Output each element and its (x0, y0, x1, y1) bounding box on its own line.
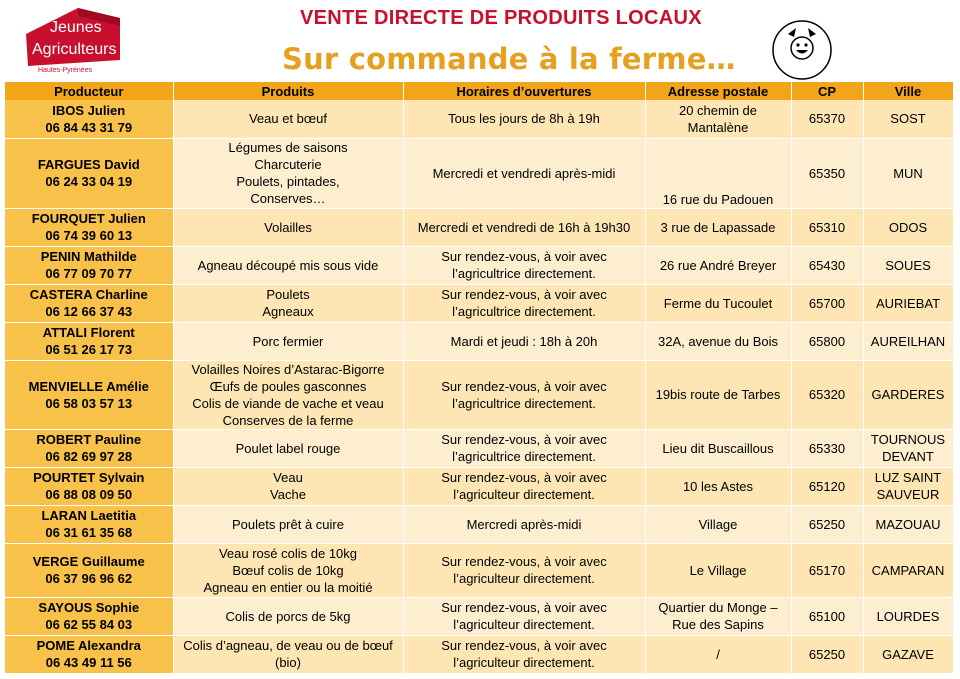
producer-name: LARAN Laetitia (41, 508, 137, 523)
producer-phone: 06 31 61 35 68 (45, 525, 133, 540)
hours-line: l’agriculteur directement. (453, 571, 595, 586)
producer-name: POME Alexandra (36, 638, 141, 653)
producer-name: VERGE Guillaume (32, 554, 145, 569)
cell-producteur (5, 322, 173, 360)
cell-cp: 65700 (791, 284, 863, 322)
header-produits: Produits (173, 82, 403, 100)
products-line: Volailles (264, 219, 312, 235)
products-line: Poulets (266, 287, 310, 302)
page-title: VENTE DIRECTE DE PRODUITS LOCAUX (300, 7, 702, 29)
city-line: LUZ SAINT (874, 470, 942, 485)
cell-address (645, 100, 791, 138)
consommez-local-logo (770, 18, 834, 82)
cell-producteur (5, 505, 173, 543)
products-line: Œufs de poules gasconnes (209, 378, 367, 394)
cell-producteur (5, 100, 173, 138)
cell-city (863, 246, 953, 284)
products-line: Porc fermier (252, 333, 324, 349)
address-line: Le Village (689, 562, 747, 578)
cell-address (645, 467, 791, 505)
city-line: MUN (893, 165, 923, 181)
cell-cp: 65350 (791, 138, 863, 208)
table-row (5, 635, 953, 673)
ja-logo-line2: Agriculteurs (32, 41, 117, 58)
city-line: MAZOUAU (875, 516, 941, 532)
cell-products (173, 543, 403, 597)
products-line: (bio) (274, 655, 301, 670)
cell-cp: 65800 (791, 322, 863, 360)
producer-name: SAYOUS Sophie (38, 600, 140, 615)
hours-line: Sur rendez-vous, à voir avec (441, 432, 607, 447)
cell-products (173, 138, 403, 208)
cell-city (863, 284, 953, 322)
products-line: Bœuf colis de 10kg (232, 562, 344, 578)
products-line: Colis de porcs de 5kg (225, 608, 351, 624)
hours-line: Sur rendez-vous, à voir avec (441, 378, 607, 394)
hours-line: Mercredi après-midi (466, 516, 582, 532)
producer-name: MENVIELLE Amélie (28, 378, 149, 394)
hours-line: l’agriculteur directement. (453, 487, 595, 502)
producers-table (5, 82, 954, 674)
hours-line: l’agriculteur directement. (453, 617, 595, 632)
table-header-row (5, 82, 953, 100)
cell-producteur (5, 360, 173, 429)
cell-cp: 65310 (791, 208, 863, 246)
products-line: Veau rosé colis de 10kg (218, 545, 358, 561)
producer-phone: 06 24 33 04 19 (45, 174, 133, 189)
header-producteur: Producteur (5, 82, 173, 100)
table-row (5, 597, 953, 635)
cell-producteur (5, 597, 173, 635)
cell-cp: 65370 (791, 100, 863, 138)
products-line: Colis d’agneau, de veau ou de bœuf (183, 638, 393, 653)
cell-address (645, 246, 791, 284)
ja-logo-graphic (8, 4, 126, 82)
producer-phone: 06 51 26 17 73 (45, 342, 133, 357)
products-line: Veau et bœuf (248, 111, 328, 127)
producer-phone: 06 88 08 09 50 (45, 487, 133, 502)
table-row (5, 246, 953, 284)
producer-name: PENIN Mathilde (40, 249, 137, 264)
products-line: Veau (273, 470, 303, 485)
cell-address (645, 208, 791, 246)
address-line: 19bis route de Tarbes (655, 387, 781, 402)
cell-address (645, 543, 791, 597)
cell-hours (403, 429, 645, 467)
cell-cp: 65250 (791, 505, 863, 543)
products-line: Conserves… (250, 191, 326, 206)
cell-address (645, 429, 791, 467)
cell-address (645, 138, 791, 208)
hours-line: Mardi et jeudi : 18h à 20h (450, 333, 598, 349)
producer-phone: 06 84 43 31 79 (45, 119, 133, 135)
producer-phone: 06 12 66 37 43 (45, 304, 133, 319)
city-line: DEVANT (882, 449, 934, 464)
city-line: AUREILHAN (870, 333, 946, 349)
cell-city (863, 635, 953, 673)
cell-cp: 65120 (791, 467, 863, 505)
cell-hours (403, 322, 645, 360)
hours-line: l’agricultrice directement. (452, 304, 596, 319)
producer-phone: 06 37 96 96 62 (45, 571, 133, 586)
hours-line: Sur rendez-vous, à voir avec (441, 287, 607, 302)
products-line: Agneau en entier ou la moitié (203, 579, 373, 595)
hours-line: Sur rendez-vous, à voir avec (441, 600, 607, 615)
table-row (5, 543, 953, 597)
producer-phone: 06 82 69 97 28 (45, 449, 133, 464)
address-line: Quartier du Monge – (658, 600, 778, 615)
cell-hours (403, 505, 645, 543)
cell-hours (403, 284, 645, 322)
address-line: Rue des Sapins (672, 617, 764, 632)
producer-phone: 06 74 39 60 13 (45, 228, 133, 243)
hours-line: l’agriculteur directement. (453, 655, 595, 670)
cell-producteur (5, 543, 173, 597)
producer-phone: 06 77 09 70 77 (45, 266, 133, 281)
cell-address (645, 505, 791, 543)
address-line: Ferme du Tucoulet (663, 295, 773, 311)
hours-line: Mercredi et vendredi après-midi (432, 165, 616, 181)
cell-hours (403, 467, 645, 505)
cell-products (173, 100, 403, 138)
cell-products (173, 208, 403, 246)
producer-name: IBOS Julien (52, 102, 126, 118)
cell-city (863, 505, 953, 543)
cell-hours (403, 246, 645, 284)
cell-products (173, 322, 403, 360)
producer-name: CASTERA Charline (29, 287, 148, 302)
cell-city (863, 322, 953, 360)
table-row (5, 284, 953, 322)
table-row (5, 100, 953, 138)
address-line: 32A, avenue du Bois (658, 333, 778, 349)
hours-line: l’agricultrice directement. (452, 266, 596, 281)
city-line: TOURNOUS (870, 432, 946, 447)
hours-line: l’agricultrice directement. (452, 449, 596, 464)
cell-hours (403, 208, 645, 246)
smiley-logo-icon (770, 18, 834, 82)
cell-cp: 65170 (791, 543, 863, 597)
products-line: Charcuterie (254, 157, 322, 172)
producer-name: ROBERT Pauline (36, 432, 142, 447)
hours-line: Sur rendez-vous, à voir avec (441, 554, 607, 569)
header-ville: Ville (863, 82, 953, 100)
cell-hours (403, 635, 645, 673)
cell-city (863, 100, 953, 138)
cell-cp: 65330 (791, 429, 863, 467)
cell-address (645, 597, 791, 635)
address-line: 20 chemin de (678, 102, 758, 118)
address-line: Mantalène (687, 119, 749, 135)
table-row (5, 505, 953, 543)
ja-logo-line3: Hautes-Pyrénées (38, 67, 93, 74)
producer-name: POURTET Sylvain (33, 470, 145, 485)
table-row (5, 138, 953, 208)
ja-logo-line1: Jeunes (50, 19, 102, 36)
cell-producteur (5, 246, 173, 284)
city-line: SOST (890, 111, 926, 127)
cell-producteur (5, 429, 173, 467)
cell-products (173, 467, 403, 505)
address-line: 10 les Astes (682, 478, 754, 494)
cell-hours (403, 360, 645, 429)
cell-city (863, 597, 953, 635)
products-line: Poulets, pintades, (236, 174, 340, 189)
cell-products (173, 635, 403, 673)
address-line: 16 rue du Padouen (662, 191, 774, 207)
cell-cp: 65430 (791, 246, 863, 284)
jeunes-agriculteurs-logo (8, 4, 126, 82)
hours-line: Mercredi et vendredi de 16h à 19h30 (417, 219, 631, 235)
cell-products (173, 284, 403, 322)
producer-phone: 06 58 03 57 13 (45, 395, 133, 411)
page-subtitle: Sur commande à la ferme… (282, 42, 736, 76)
hours-line: Sur rendez-vous, à voir avec (441, 470, 607, 485)
address-line: 3 rue de Lapassade (660, 219, 776, 235)
products-line: Colis de viande de vache et veau (192, 395, 384, 411)
cell-cp: 65250 (791, 635, 863, 673)
products-line: Conserves de la ferme (222, 412, 354, 428)
cell-products (173, 360, 403, 429)
cell-address (645, 284, 791, 322)
cell-producteur (5, 284, 173, 322)
city-line: GAZAVE (882, 646, 934, 662)
producer-name: ATTALI Florent (42, 325, 135, 340)
cell-cp: 65320 (791, 360, 863, 429)
products-line: Agneau découpé mis sous vide (197, 257, 379, 273)
city-line: SOUES (885, 257, 931, 273)
cell-products (173, 597, 403, 635)
city-line: CAMPARAN (871, 562, 945, 578)
cell-producteur (5, 138, 173, 208)
cell-city (863, 467, 953, 505)
cell-city (863, 429, 953, 467)
cell-hours (403, 597, 645, 635)
cell-city (863, 543, 953, 597)
cell-address (645, 360, 791, 429)
table-row (5, 322, 953, 360)
city-line: AURIEBAT (875, 295, 941, 311)
header-horaires: Horaires d’ouvertures (403, 82, 645, 100)
cell-hours (403, 100, 645, 138)
producer-name: FARGUES David (37, 157, 140, 172)
city-line: GARDERES (871, 387, 945, 402)
address-line: Village (698, 516, 738, 532)
city-line: LOURDES (876, 608, 940, 624)
header-adresse: Adresse postale (645, 82, 791, 100)
products-line: Agneaux (262, 304, 314, 319)
address-line: / (716, 646, 720, 662)
hours-line: Tous les jours de 8h à 19h (448, 111, 600, 127)
hours-line: Sur rendez-vous, à voir avec (441, 249, 607, 264)
cell-products (173, 505, 403, 543)
producer-phone: 06 43 49 11 56 (45, 655, 132, 670)
cell-hours (403, 543, 645, 597)
products-line: Légumes de saisons (228, 140, 348, 155)
hours-line: Sur rendez-vous, à voir avec (441, 638, 607, 653)
cell-city (863, 138, 953, 208)
cell-producteur (5, 635, 173, 673)
address-line: Lieu dit Buscaillous (662, 440, 774, 456)
cell-city (863, 360, 953, 429)
products-line: Poulet label rouge (235, 440, 341, 456)
header-cp: CP (791, 82, 863, 100)
city-line: SAUVEUR (876, 487, 940, 502)
cell-city (863, 208, 953, 246)
table-row (5, 360, 953, 429)
address-line: 26 rue André Breyer (659, 257, 777, 273)
producer-name: FOURQUET Julien (31, 211, 146, 226)
cell-products (173, 246, 403, 284)
city-line: ODOS (888, 219, 928, 235)
cell-cp: 65100 (791, 597, 863, 635)
cell-address (645, 322, 791, 360)
products-line: Poulets prêt à cuire (231, 516, 344, 532)
cell-products (173, 429, 403, 467)
table-row (5, 429, 953, 467)
products-line: Vache (270, 487, 306, 502)
table-row (5, 467, 953, 505)
cell-producteur (5, 467, 173, 505)
cell-hours (403, 138, 645, 208)
producer-phone: 06 62 55 84 03 (45, 617, 133, 632)
hours-line: l’agricultrice directement. (452, 395, 596, 411)
cell-address (645, 635, 791, 673)
table-row (5, 208, 953, 246)
cell-producteur (5, 208, 173, 246)
products-line: Volailles Noires d’Astarac-Bigorre (191, 361, 385, 377)
